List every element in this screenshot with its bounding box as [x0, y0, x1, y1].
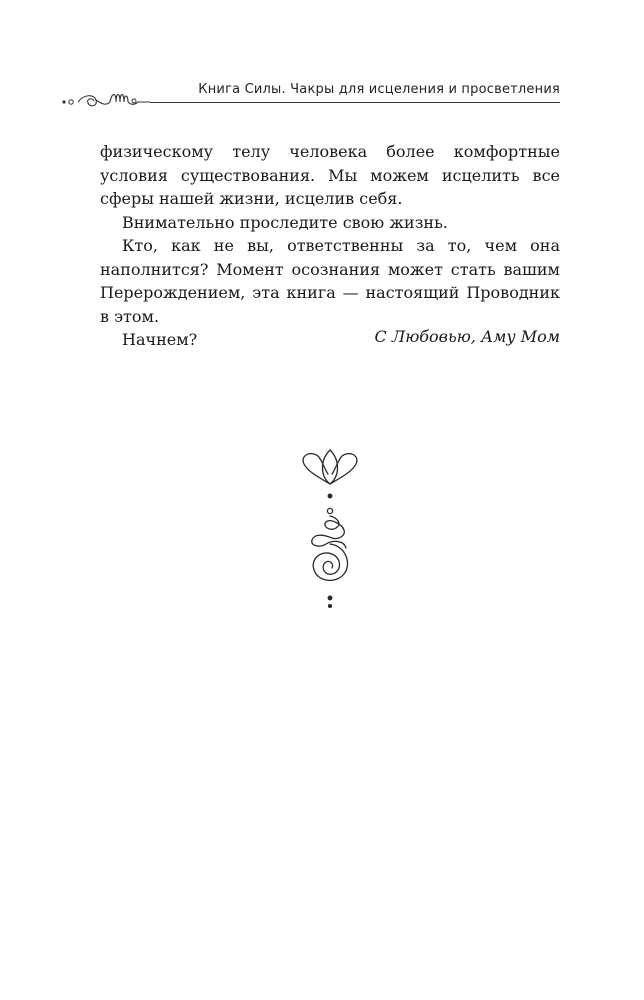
- running-head: [60, 78, 560, 112]
- author-signature: С Любовью, Аму Мом: [374, 327, 560, 346]
- unalome-lotus-icon: [292, 440, 368, 616]
- header-rule: [150, 102, 560, 103]
- running-head-title: Книга Силы. Чакры для исцеления и просветления: [198, 82, 560, 97]
- page-body-text: [100, 140, 560, 352]
- paragraph: Начнем?: [122, 330, 198, 349]
- spiral-swirl-ornament-icon: [60, 84, 150, 112]
- paragraph-continuation: физическому телу человека более комфортные условия существования. Мы можем исцелить все сферы нашей жизни, исцелив себя.: [100, 142, 560, 208]
- paragraph: Кто, как не вы, ответственны за то, чем она наполнится? Момент осознания может стать вашим Перерождением, эта книга — настоящий Проводник в этом.: [100, 236, 560, 326]
- paragraph: Внимательно проследите свою жизнь.: [122, 212, 448, 232]
